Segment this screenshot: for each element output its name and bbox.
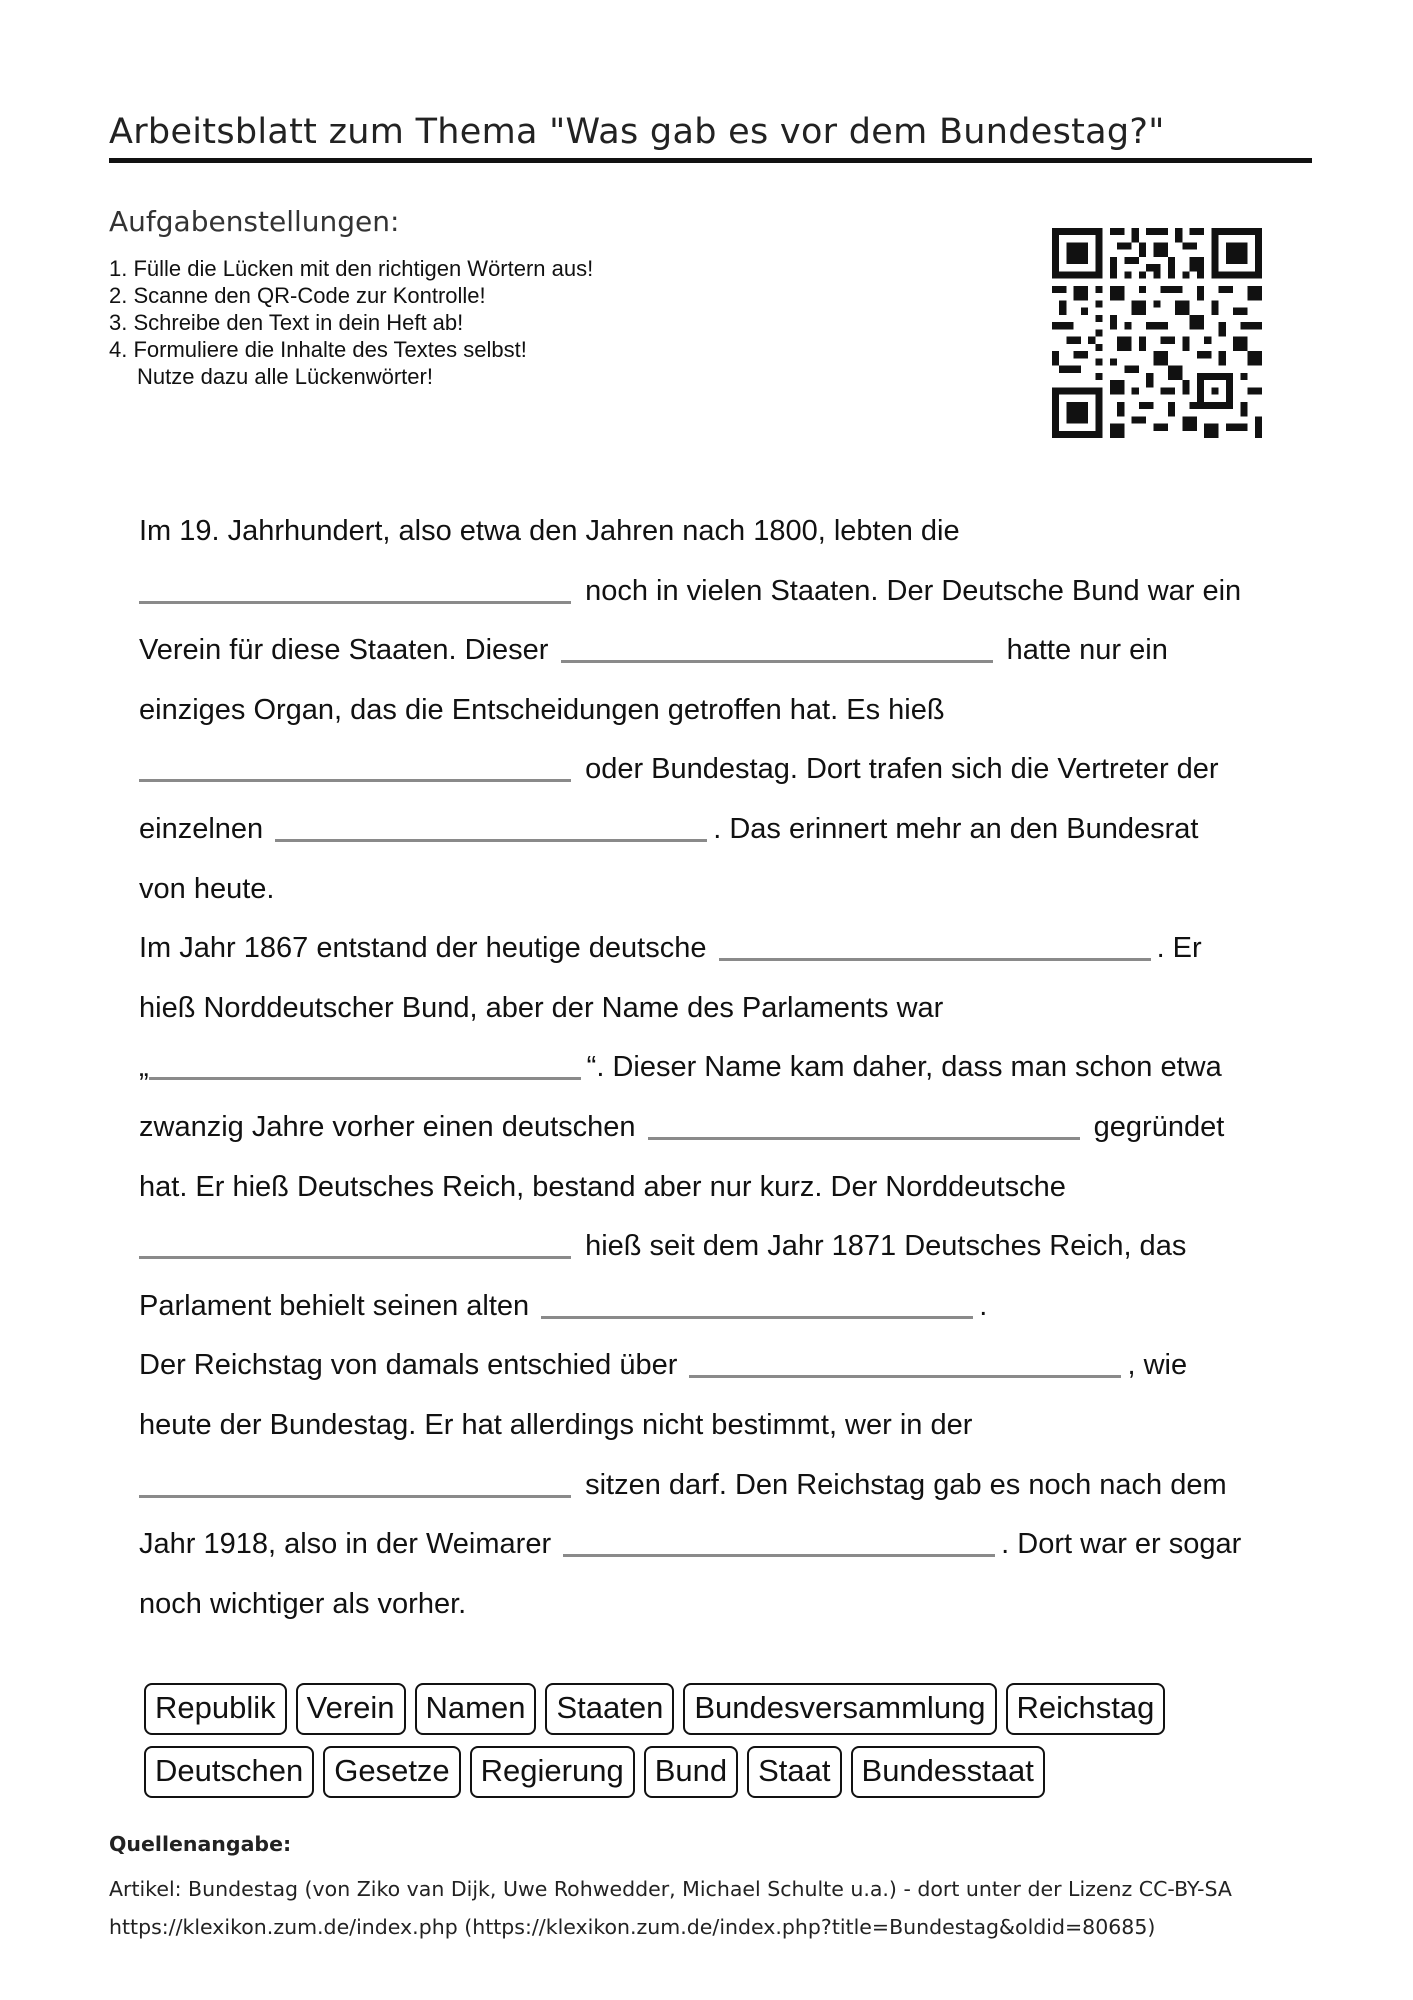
word-chip[interactable]: Republik	[144, 1683, 287, 1735]
cloze-text-segment: Jahr 1918, also in der Weimarer	[139, 1528, 552, 1561]
cloze-text-segment: noch in vielen Staaten. Der Deutsche Bund war ein	[585, 574, 1242, 607]
blank-field[interactable]	[719, 927, 1151, 961]
cloze-text-segment: .	[979, 1289, 988, 1322]
task-item: 1. Fülle die Lücken mit den richtigen Wörtern aus!	[109, 256, 594, 281]
cloze-line	[139, 919, 1319, 979]
cloze-line	[139, 621, 1319, 681]
cloze-text-segment: Parlament behielt seinen alten	[139, 1289, 530, 1322]
cloze-text-segment: sitzen darf. Den Reichstag gab es noch nach dem	[585, 1468, 1227, 1501]
cloze-line	[139, 1038, 1319, 1098]
cloze-line	[139, 562, 1319, 622]
cloze-text-segment: Der Reichstag von damals entschied über	[139, 1349, 678, 1382]
cloze-text-segment: , wie	[1127, 1349, 1188, 1382]
cloze-line	[139, 1336, 1319, 1396]
cloze-text-segment: “. Dieser Name kam daher, dass man schon etwa	[586, 1051, 1222, 1084]
page-title: Arbeitsblatt zum Thema "Was gab es vor dem Bundestag?"	[109, 112, 1165, 152]
qr-code-icon	[1052, 228, 1262, 438]
cloze-text-segment: Im 19. Jahrhundert, also etwa den Jahren nach 1800, lebten die	[139, 515, 960, 547]
blank-field[interactable]	[139, 1464, 571, 1498]
cloze-text-segment: Im Jahr 1867 entstand der heutige deutsche	[139, 932, 707, 965]
word-chip[interactable]: Regierung	[470, 1746, 635, 1798]
blank-field[interactable]	[563, 1523, 995, 1557]
cloze-text-segment: zwanzig Jahre vorher einen deutschen	[139, 1110, 636, 1143]
cloze-text-segment: noch wichtiger als vorher.	[139, 1587, 467, 1620]
blank-field[interactable]	[648, 1106, 1080, 1140]
source-line: Artikel: Bundestag (von Ziko van Dijk, Uwe Rohwedder, Michael Schulte u.a.) - dort unter der Lizenz CC-BY-SA	[109, 1877, 1232, 1901]
cloze-line	[139, 681, 1319, 741]
word-bank	[144, 1683, 1294, 1809]
cloze-text-segment: oder Bundestag. Dort trafen sich die Vertreter der	[585, 753, 1219, 786]
word-bank-row	[144, 1683, 1294, 1735]
cloze-line	[139, 860, 1319, 920]
cloze-text-segment: einzelnen	[139, 812, 264, 845]
cloze-line	[139, 1575, 1319, 1635]
cloze-text-segment: einziges Organ, das die Entscheidungen getroffen hat. Es hieß	[139, 693, 945, 726]
task-item: 3. Schreibe den Text in dein Heft ab!	[109, 310, 464, 335]
cloze-line	[139, 1217, 1319, 1277]
title-divider	[109, 158, 1312, 163]
cloze-text-segment: . Das erinnert mehr an den Bundesrat	[713, 812, 1199, 845]
cloze-line	[139, 1277, 1319, 1337]
cloze-line	[139, 1098, 1319, 1158]
blank-field[interactable]	[139, 748, 571, 782]
word-chip[interactable]: Verein	[296, 1683, 406, 1735]
word-chip[interactable]: Bundesversammlung	[683, 1683, 996, 1735]
blank-field[interactable]	[275, 808, 707, 842]
word-chip[interactable]: Reichstag	[1006, 1683, 1166, 1735]
cloze-text-segment: hieß Norddeutscher Bund, aber der Name des Parlaments war	[139, 991, 944, 1024]
word-chip[interactable]: Deutschen	[144, 1746, 314, 1798]
task-list	[109, 255, 593, 390]
blank-field[interactable]	[541, 1285, 973, 1319]
word-chip[interactable]: Staaten	[545, 1683, 674, 1735]
word-chip[interactable]: Bundesstaat	[851, 1746, 1045, 1798]
cloze-text-segment: von heute.	[139, 872, 275, 905]
cloze-line	[139, 1158, 1319, 1218]
cloze-line	[139, 740, 1319, 800]
word-chip[interactable]: Staat	[747, 1746, 841, 1798]
source-heading: Quellenangabe:	[109, 1832, 292, 1856]
cloze-line	[139, 979, 1319, 1039]
source-section	[109, 1832, 1232, 1946]
cloze-text-segment: hatte nur ein	[1006, 634, 1168, 667]
cloze-text-segment: . Er	[1156, 932, 1202, 965]
blank-field[interactable]	[139, 1225, 571, 1259]
blank-field[interactable]	[689, 1344, 1121, 1378]
task-item: 2. Scanne den QR-Code zur Kontrolle!	[109, 283, 486, 308]
cloze-line	[139, 1456, 1319, 1516]
word-bank-row	[144, 1746, 1294, 1798]
cloze-line	[139, 1515, 1319, 1575]
cloze-text-segment: gegründet	[1093, 1110, 1225, 1143]
cloze-text-segment: „	[139, 1051, 149, 1084]
task-item-continuation: Nutze dazu alle Lückenwörter!	[137, 364, 433, 389]
cloze-text-segment: hat. Er hieß Deutsches Reich, bestand aber nur kurz. Der Norddeutsche	[139, 1170, 1066, 1203]
blank-field[interactable]	[561, 629, 993, 663]
source-link[interactable]: https://klexikon.zum.de/index.php (https://klexikon.zum.de/index.php?title=Bundestag&oldid=80685)	[109, 1915, 1156, 1939]
cloze-text-segment: . Dort war er sogar	[1001, 1528, 1242, 1561]
cloze-text	[139, 502, 1319, 1634]
blank-field[interactable]	[149, 1046, 581, 1080]
blank-field[interactable]	[139, 570, 571, 604]
word-chip[interactable]: Gesetze	[323, 1746, 460, 1798]
word-chip[interactable]: Namen	[415, 1683, 537, 1735]
cloze-line	[139, 502, 1319, 562]
cloze-text-segment: Verein für diese Staaten. Dieser	[139, 634, 549, 667]
word-chip[interactable]: Bund	[644, 1746, 738, 1798]
cloze-line	[139, 800, 1319, 860]
cloze-text-segment: heute der Bundestag. Er hat allerdings nicht bestimmt, wer in der	[139, 1408, 973, 1441]
cloze-text-segment: hieß seit dem Jahr 1871 Deutsches Reich, das	[585, 1230, 1187, 1263]
cloze-line	[139, 1396, 1319, 1456]
task-item: 4. Formuliere die Inhalte des Textes selbst!	[109, 337, 527, 362]
tasks-heading: Aufgabenstellungen:	[109, 205, 400, 238]
